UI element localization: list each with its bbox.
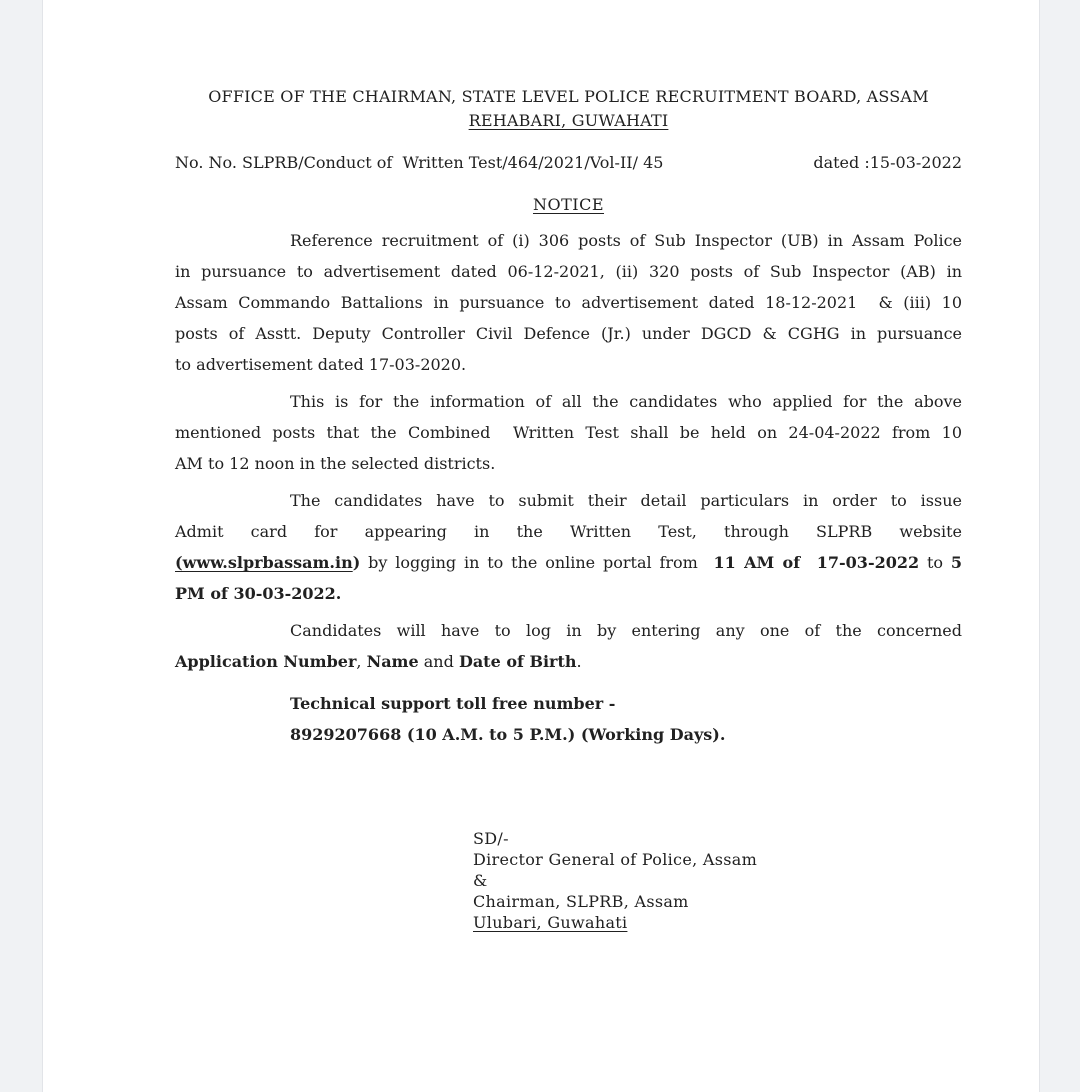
text-segment: 11 AM of 17-03-2022 xyxy=(713,553,920,572)
text-segment: posts of Asstt. Deputy Controller Civil Defence (Jr.) under DGCD & CGHG in pursuance xyxy=(175,324,962,343)
signature-line xyxy=(473,891,893,912)
text-segment: and xyxy=(418,652,459,671)
website-link[interactable]: (www.slprbassam.in xyxy=(175,553,353,572)
reference-number: No. No. SLPRB/Conduct of Written Test/464/2021/Vol-II/ 45 xyxy=(175,153,664,172)
notice-body xyxy=(175,225,962,677)
paragraph-line xyxy=(175,485,962,516)
left-margin xyxy=(0,0,42,1092)
text-segment: Application Number xyxy=(175,652,357,671)
text-segment: This is for the information of all the candidates who applied for the above xyxy=(290,392,962,411)
paragraph xyxy=(175,615,962,677)
text-segment: Assam Commando Battalions in pursuance to advertisement dated 18-12-2021 & (iii) 10 xyxy=(175,293,962,312)
signature-block xyxy=(473,828,893,933)
text-segment: Technical support toll free number - xyxy=(290,694,616,713)
signature-line xyxy=(473,849,893,870)
paragraph-line xyxy=(175,256,962,287)
paragraph-line xyxy=(175,225,962,256)
support-note-line xyxy=(290,719,962,750)
text-segment: PM of 30-03-2022. xyxy=(175,584,342,603)
signature-line xyxy=(473,912,893,933)
text-segment: 5 xyxy=(950,553,963,572)
paragraph-line xyxy=(175,615,962,646)
text-segment: to advertisement dated 17-03-2020. xyxy=(175,355,467,374)
paragraph-line xyxy=(175,578,962,609)
paragraph xyxy=(175,485,962,609)
text-segment: mentioned posts that the Combined Written Test shall be held on 24-04-2022 from 10 xyxy=(175,423,962,442)
text-segment: in pursuance to advertisement dated 06-12-2021, (ii) 320 posts of Sub Inspector (AB) in xyxy=(175,262,962,281)
signature-line xyxy=(473,828,893,849)
text-segment: to xyxy=(919,553,951,572)
paragraph-line xyxy=(175,287,962,318)
title-line-2: REHABARI, GUWAHATI xyxy=(468,111,669,130)
text-segment: . xyxy=(576,652,582,671)
document-content xyxy=(175,85,962,933)
right-margin xyxy=(1040,0,1080,1092)
text-segment: by logging in to the online portal from xyxy=(360,553,714,572)
support-note xyxy=(175,688,962,750)
paragraph-line xyxy=(175,547,962,578)
paragraph xyxy=(175,386,962,479)
text-segment: Ulubari, Guwahati xyxy=(473,913,628,932)
text-segment: Candidates will have to log in by entering any one of the concerned xyxy=(290,621,962,640)
text-segment: AM to 12 noon in the selected districts. xyxy=(175,454,496,473)
text-segment: Admit card for appearing in the Written Test, through SLPRB website xyxy=(175,522,962,541)
text-segment: The candidates have to submit their detail particulars in order to issue xyxy=(290,491,962,510)
text-segment: Director General of Police, Assam xyxy=(473,850,758,869)
title-line-1: OFFICE OF THE CHAIRMAN, STATE LEVEL POLICE RECRUITMENT BOARD, ASSAM xyxy=(208,87,929,106)
text-segment: & xyxy=(473,871,488,890)
paragraph-line xyxy=(175,386,962,417)
paragraph-line xyxy=(175,516,962,547)
signature-line xyxy=(473,870,893,891)
document-page xyxy=(42,0,1040,1092)
reference-line xyxy=(175,151,962,175)
notice-heading-text: NOTICE xyxy=(532,195,605,214)
support-note-line xyxy=(290,688,962,719)
text-segment: Chairman, SLPRB, Assam xyxy=(473,892,689,911)
text-segment: Date of Birth xyxy=(458,652,577,671)
paragraph-line xyxy=(175,318,962,349)
paragraph xyxy=(175,225,962,380)
text-segment: SD/- xyxy=(473,829,509,848)
paragraph-line xyxy=(175,448,962,479)
paragraph-line xyxy=(175,646,962,677)
paragraph-line xyxy=(175,349,962,380)
text-segment: 8929207668 (10 A.M. to 5 P.M.) (Working Days). xyxy=(290,725,726,744)
text-segment: Name xyxy=(366,652,419,671)
text-segment: , xyxy=(356,652,367,671)
paragraph-line xyxy=(175,417,962,448)
text-segment: ) xyxy=(352,553,361,572)
date-label: dated :15-03-2022 xyxy=(813,153,962,172)
text-segment: Reference recruitment of (i) 306 posts of Sub Inspector (UB) in Assam Police xyxy=(290,231,962,250)
notice-heading xyxy=(175,193,962,217)
document-title xyxy=(175,85,962,133)
